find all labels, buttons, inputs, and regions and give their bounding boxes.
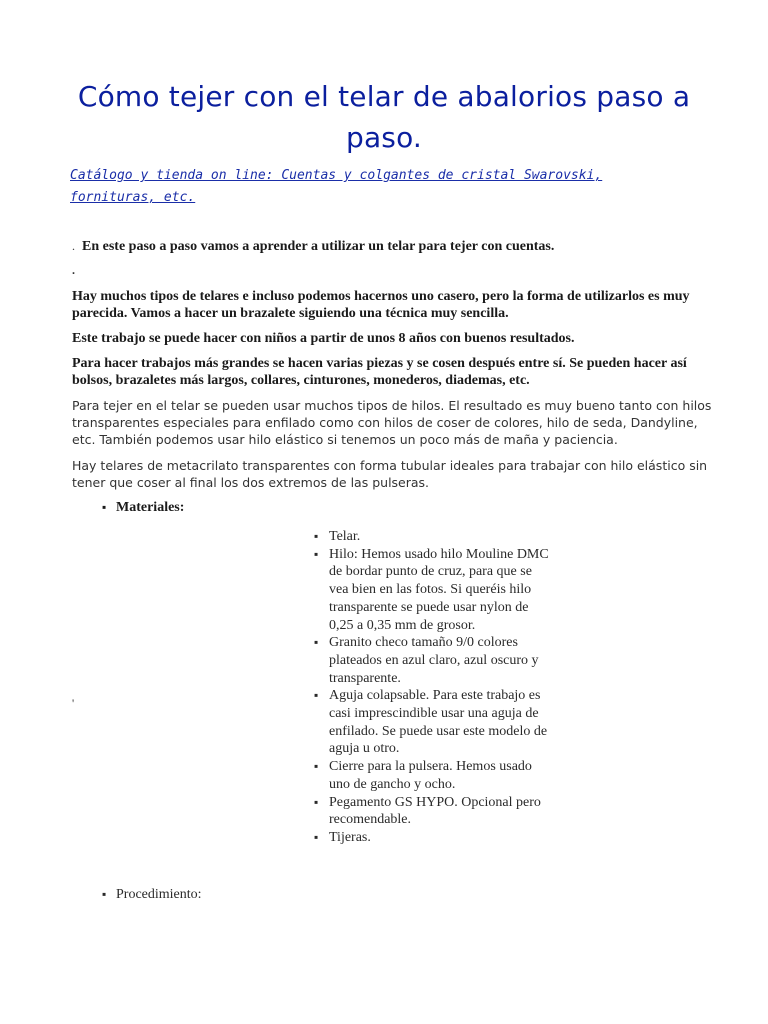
list-item: ▪ Aguja colapsable. Para este trabajo es casi imprescindible usar una aguja de enfilado. Se puede usar este modelo de aguja u otro.	[329, 687, 549, 758]
list-item: ▪ Tijeras.	[329, 829, 549, 847]
paragraph-hilos: Para tejer en el telar se pueden usar muchos tipos de hilos. El resultado es muy bueno tanto con hilos transparentes especiales para enfilado como con hilos de coser de colores, hilo de seda, Dandyline, etc. También podemos usar hilo elástico si tenemos un poco más de maña y paciencia.	[72, 398, 712, 447]
dot-line: .	[72, 263, 75, 277]
list-item: ▪ Telar.	[329, 528, 549, 546]
page-title: Cómo tejer con el telar de abalorios paso a paso.	[77, 80, 691, 154]
list-item: ▪ Pegamento GS HYPO. Opcional pero recomendable.	[329, 794, 549, 829]
list-item: ▪ Cierre para la pulsera. Hemos usado uno de gancho y ocho.	[329, 758, 549, 793]
paragraph-metacrilato: Hay telares de metacrilato transparentes con forma tubular ideales para trabajar con hilo elástico sin tener que coser al final los dos extremos de las pulseras.	[72, 458, 708, 490]
catalog-link[interactable]: Catálogo y tienda on line: Cuentas y colgantes de cristal Swarovski, fornituras, etc.	[70, 168, 603, 205]
paragraph-ninos: Este trabajo se puede hacer con niños a partir de unos 8 años con buenos resultados.	[72, 331, 575, 346]
materials-list	[329, 528, 549, 847]
list-item: ▪ Granito checo tamaño 9/0 colores plateados en azul claro, azul oscuro y transparente.	[329, 634, 549, 687]
intro-text: En este paso a paso vamos a aprender a utilizar un telar para tejer con cuentas.	[82, 239, 555, 254]
side-mark: '	[72, 696, 75, 710]
list-item: ▪ Hilo: Hemos usado hilo Mouline DMC de bordar punto de cruz, para que se vea bien en las fotos. Si queréis hilo transparente se puede usar nylon de 0,25 a 0,35 mm de grosor.	[329, 546, 549, 635]
paragraph-piezas: Para hacer trabajos más grandes se hacen varias piezas y se cosen después entre sí. Se pueden hacer así bolsos, brazaletes más largos, collares, cinturones, monederos, diademas, etc.	[72, 356, 687, 388]
procedure-heading: ▪ Procedimiento:	[116, 887, 202, 903]
intro-marker: .	[72, 239, 75, 253]
paragraph-telares: Hay muchos tipos de telares e incluso podemos hacernos uno casero, pero la forma de utilizarlos es muy parecida. Vamos a hacer un brazalete siguiendo una técnica muy sencilla.	[72, 289, 690, 321]
materials-heading: ▪ Materiales:	[116, 500, 184, 516]
